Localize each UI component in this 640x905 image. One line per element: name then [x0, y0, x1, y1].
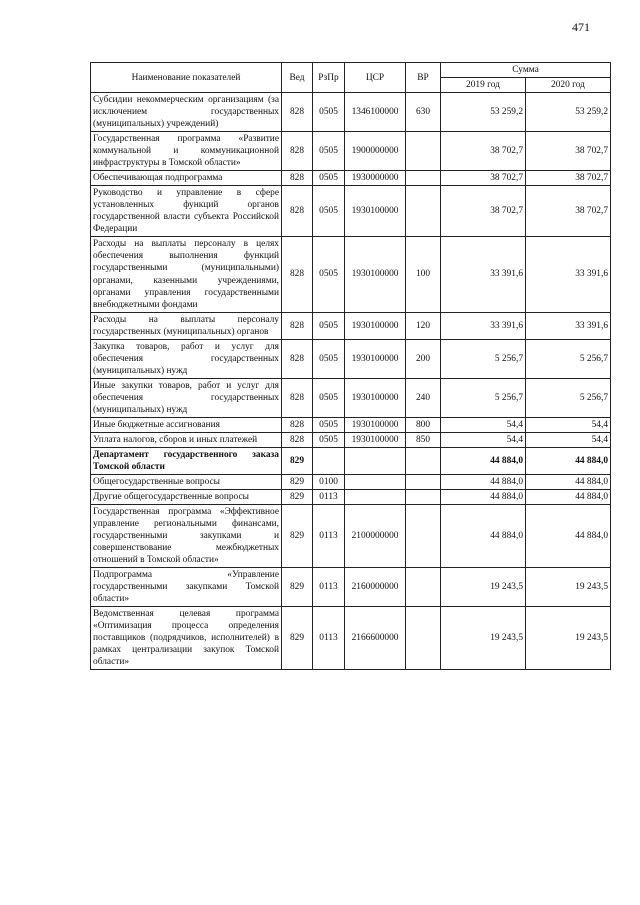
cell-rzpr: 0505 — [313, 378, 345, 417]
cell-y2020: 53 259,2 — [526, 93, 611, 132]
cell-rzpr: 0113 — [313, 607, 345, 670]
cell-name: Ведомственная целевая программа «Оптимизация процесса определения поставщиков (подрядчиков, исполнителей) в рамках централизации закупок Томской области» — [91, 607, 282, 670]
cell-rzpr: 0505 — [313, 237, 345, 312]
cell-ved: 828 — [282, 417, 313, 432]
cell-y2019: 38 702,7 — [441, 132, 526, 171]
cell-csr: 1900000000 — [345, 132, 406, 171]
cell-csr: 2166600000 — [345, 607, 406, 670]
cell-y2020: 44 884,0 — [526, 474, 611, 489]
cell-y2019: 54,4 — [441, 432, 526, 447]
cell-ved: 828 — [282, 378, 313, 417]
cell-rzpr: 0113 — [313, 505, 345, 568]
page-number: 471 — [572, 20, 590, 34]
cell-vr: 850 — [406, 432, 441, 447]
cell-ved: 828 — [282, 339, 313, 378]
cell-vr — [406, 447, 441, 474]
cell-y2019: 5 256,7 — [441, 378, 526, 417]
cell-vr: 100 — [406, 237, 441, 312]
cell-rzpr: 0505 — [313, 93, 345, 132]
cell-vr — [406, 505, 441, 568]
table-row — [91, 505, 611, 568]
cell-rzpr: 0505 — [313, 132, 345, 171]
header-name: Наименование показателей — [91, 63, 282, 93]
table-row — [91, 417, 611, 432]
cell-csr: 2160000000 — [345, 568, 406, 607]
cell-name: Общегосударственные вопросы — [91, 474, 282, 489]
cell-rzpr: 0505 — [313, 312, 345, 339]
cell-vr — [406, 171, 441, 186]
header-ved: Вед — [282, 63, 313, 93]
cell-csr — [345, 490, 406, 505]
cell-csr — [345, 474, 406, 489]
cell-y2020: 54,4 — [526, 432, 611, 447]
cell-y2019: 19 243,5 — [441, 568, 526, 607]
cell-rzpr — [313, 447, 345, 474]
cell-csr: 1930100000 — [345, 378, 406, 417]
cell-vr — [406, 490, 441, 505]
cell-csr: 1346100000 — [345, 93, 406, 132]
table-row — [91, 474, 611, 489]
table-row — [91, 447, 611, 474]
table-body — [91, 93, 611, 670]
cell-name: Другие общегосударственные вопросы — [91, 490, 282, 505]
cell-rzpr: 0505 — [313, 432, 345, 447]
header-2019: 2019 год — [441, 78, 526, 93]
cell-y2020: 5 256,7 — [526, 378, 611, 417]
cell-csr — [345, 447, 406, 474]
cell-vr — [406, 568, 441, 607]
header-csr: ЦСР — [345, 63, 406, 93]
cell-y2020: 44 884,0 — [526, 490, 611, 505]
cell-y2020: 19 243,5 — [526, 607, 611, 670]
cell-csr: 1930100000 — [345, 432, 406, 447]
cell-ved: 828 — [282, 132, 313, 171]
cell-vr — [406, 186, 441, 237]
cell-y2020: 38 702,7 — [526, 132, 611, 171]
header-sum: Сумма — [441, 63, 611, 78]
cell-y2020: 44 884,0 — [526, 505, 611, 568]
cell-y2020: 44 884,0 — [526, 447, 611, 474]
table-row — [91, 490, 611, 505]
cell-vr — [406, 474, 441, 489]
table-row — [91, 132, 611, 171]
cell-ved: 829 — [282, 490, 313, 505]
cell-name: Уплата налогов, сборов и иных платежей — [91, 432, 282, 447]
cell-name: Подпрограмма «Управление государственными закупками Томской области» — [91, 568, 282, 607]
cell-y2019: 54,4 — [441, 417, 526, 432]
cell-y2019: 44 884,0 — [441, 490, 526, 505]
table-row — [91, 312, 611, 339]
cell-name: Иные закупки товаров, работ и услуг для обеспечения государственных (муниципальных) нужд — [91, 378, 282, 417]
cell-ved: 828 — [282, 171, 313, 186]
cell-y2019: 38 702,7 — [441, 171, 526, 186]
cell-y2019: 44 884,0 — [441, 447, 526, 474]
cell-y2020: 33 391,6 — [526, 237, 611, 312]
cell-rzpr: 0100 — [313, 474, 345, 489]
table-row — [91, 237, 611, 312]
table-row — [91, 432, 611, 447]
cell-rzpr: 0113 — [313, 490, 345, 505]
cell-ved: 829 — [282, 568, 313, 607]
cell-name: Иные бюджетные ассигнования — [91, 417, 282, 432]
cell-name: Расходы на выплаты персоналу государственных (муниципальных) органов — [91, 312, 282, 339]
cell-vr — [406, 132, 441, 171]
cell-vr: 630 — [406, 93, 441, 132]
cell-csr: 1930100000 — [345, 237, 406, 312]
header-2020: 2020 год — [526, 78, 611, 93]
header-vr: ВР — [406, 63, 441, 93]
cell-y2019: 38 702,7 — [441, 186, 526, 237]
cell-y2020: 5 256,7 — [526, 339, 611, 378]
cell-y2019: 44 884,0 — [441, 474, 526, 489]
cell-ved: 828 — [282, 312, 313, 339]
table-row — [91, 378, 611, 417]
cell-rzpr: 0505 — [313, 339, 345, 378]
cell-name: Обеспечивающая подпрограмма — [91, 171, 282, 186]
table-row — [91, 339, 611, 378]
cell-csr: 2100000000 — [345, 505, 406, 568]
budget-table — [90, 62, 611, 670]
cell-ved: 829 — [282, 447, 313, 474]
cell-rzpr: 0505 — [313, 171, 345, 186]
cell-csr: 1930100000 — [345, 186, 406, 237]
cell-y2019: 33 391,6 — [441, 237, 526, 312]
cell-y2020: 19 243,5 — [526, 568, 611, 607]
cell-y2019: 53 259,2 — [441, 93, 526, 132]
cell-ved: 829 — [282, 505, 313, 568]
cell-name: Субсидии некоммерческим организациям (за исключением государственных (муниципальных) учреждений) — [91, 93, 282, 132]
cell-ved: 829 — [282, 474, 313, 489]
cell-vr: 120 — [406, 312, 441, 339]
cell-y2020: 33 391,6 — [526, 312, 611, 339]
cell-vr: 800 — [406, 417, 441, 432]
cell-csr: 1930000000 — [345, 171, 406, 186]
table-row — [91, 607, 611, 670]
cell-name: Закупка товаров, работ и услуг для обеспечения государственных (муниципальных) нужд — [91, 339, 282, 378]
cell-y2020: 38 702,7 — [526, 171, 611, 186]
cell-y2019: 44 884,0 — [441, 505, 526, 568]
cell-vr: 240 — [406, 378, 441, 417]
cell-csr: 1930100000 — [345, 417, 406, 432]
cell-ved: 828 — [282, 186, 313, 237]
cell-name: Департамент государственного заказа Томской области — [91, 447, 282, 474]
cell-name: Государственная программа «Развитие коммунальной и коммуникационной инфраструктуры в Томской области» — [91, 132, 282, 171]
cell-rzpr: 0505 — [313, 186, 345, 237]
cell-y2019: 19 243,5 — [441, 607, 526, 670]
cell-ved: 829 — [282, 607, 313, 670]
cell-vr: 200 — [406, 339, 441, 378]
cell-ved: 828 — [282, 237, 313, 312]
cell-y2019: 33 391,6 — [441, 312, 526, 339]
table-row — [91, 171, 611, 186]
table-row — [91, 568, 611, 607]
table-row — [91, 186, 611, 237]
header-rzpr: РзПр — [313, 63, 345, 93]
cell-csr: 1930100000 — [345, 339, 406, 378]
cell-name: Расходы на выплаты персоналу в целях обеспечения выполнения функций государственными (муниципальными) органами, казенными учреждениями, органами управления государственными внебюджетными фондами — [91, 237, 282, 312]
cell-y2019: 5 256,7 — [441, 339, 526, 378]
cell-csr: 1930100000 — [345, 312, 406, 339]
cell-ved: 828 — [282, 432, 313, 447]
cell-y2020: 54,4 — [526, 417, 611, 432]
cell-rzpr: 0113 — [313, 568, 345, 607]
cell-ved: 828 — [282, 93, 313, 132]
cell-vr — [406, 607, 441, 670]
table-row — [91, 93, 611, 132]
cell-y2020: 38 702,7 — [526, 186, 611, 237]
cell-name: Государственная программа «Эффективное управление региональными финансами, государственными закупками и совершенствование межбюджетных отношений в Томской области» — [91, 505, 282, 568]
cell-rzpr: 0505 — [313, 417, 345, 432]
cell-name: Руководство и управление в сфере установленных функций органов государственной власти субъекта Российской Федерации — [91, 186, 282, 237]
